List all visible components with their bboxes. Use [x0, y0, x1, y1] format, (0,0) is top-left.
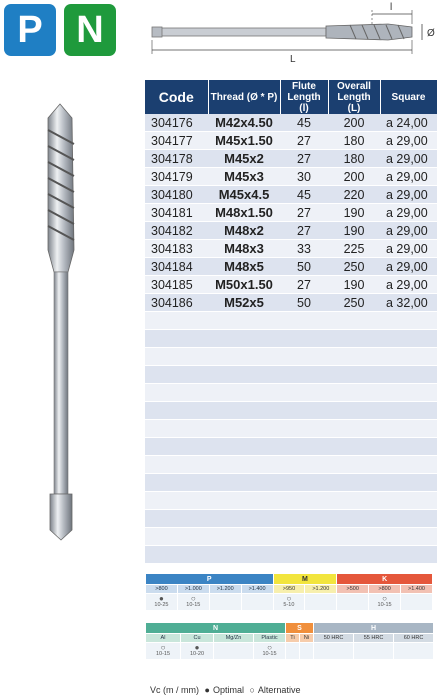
table-row-empty [145, 312, 437, 330]
table-row-empty [145, 366, 437, 384]
optimal-dot-icon: ● [159, 594, 164, 603]
table-row-empty [145, 330, 437, 348]
dim-label-diameter: Ø [427, 28, 435, 39]
tap-dimension-drawing [150, 0, 446, 70]
table-row-empty [145, 420, 437, 438]
vc-cell-p1: ● 10-25 [146, 594, 178, 611]
table-row-empty [145, 492, 437, 510]
header-square: Square [380, 80, 437, 114]
header-thread: Thread (Ø * P) [208, 80, 280, 114]
group-p: P [146, 574, 274, 585]
table-row-empty [145, 546, 437, 564]
vc-cell-al: ○ 10-15 [146, 643, 181, 660]
table-row-empty [145, 384, 437, 402]
material-badge-n: N [64, 4, 116, 56]
group-k: K [337, 574, 433, 585]
alternative-circle-icon: ○ [249, 685, 255, 695]
table-row-empty [145, 438, 437, 456]
tap-tool-image [30, 100, 92, 550]
vc-cell-p2: ○ 10-15 [177, 594, 209, 611]
table-row: 304180 M45x4.5 45 220 a 29,00 [145, 186, 437, 204]
alternative-circle-icon: ○ [160, 643, 166, 652]
table-row-empty [145, 456, 437, 474]
alternative-circle-icon: ○ [286, 594, 292, 603]
table-row-empty [145, 348, 437, 366]
alternative-circle-icon: ○ [267, 643, 272, 652]
alternative-circle-icon: ○ [382, 594, 387, 603]
optimal-dot-icon: ● [194, 643, 200, 652]
table-row: 304183 M48x3 33 225 a 29,00 [145, 240, 437, 258]
table-row: 304186 M52x5 50 250 a 32,00 [145, 294, 437, 312]
alternative-circle-icon: ○ [190, 594, 196, 603]
table-row: 304176 M42x4.50 45 200 a 24,00 [145, 114, 437, 132]
dim-label-L: L [290, 54, 296, 65]
table-row: 304177 M45x1.50 27 180 a 29,00 [145, 132, 437, 150]
table-header-row [145, 80, 437, 114]
material-badge-p: P [4, 4, 56, 56]
dim-label-l: l [390, 2, 393, 13]
header-code: Code [145, 80, 208, 114]
material-table-nsh: N S H Al Cu Mg/Zn Plastic Ti Ni 50 HRC 55 HRC 60 HRC ○ 10-15 ● 10-20 ○ 10-15 [145, 622, 434, 660]
table-row: 304184 M48x5 50 250 a 29,00 [145, 258, 437, 276]
specification-table [145, 80, 438, 564]
group-h: H [314, 623, 434, 634]
table-row-empty [145, 510, 437, 528]
vc-cell-plastic: ○ 10-15 [254, 643, 286, 660]
table-row: 304178 M45x2 27 180 a 29,00 [145, 150, 437, 168]
vc-cell-m1: ○ 5-10 [273, 594, 305, 611]
table-row-empty [145, 528, 437, 546]
group-m: M [273, 574, 337, 585]
header-overall-length: Overall Length (L) [328, 80, 380, 114]
optimal-dot-icon: ● [204, 685, 210, 695]
legend-optimal: Optimal [212, 685, 244, 695]
vc-cell-k2: ○ 10-15 [369, 594, 401, 611]
table-row-empty [145, 402, 437, 420]
vc-cell-cu: ● 10-20 [181, 643, 214, 660]
table-row: 304182 M48x2 27 190 a 29,00 [145, 222, 437, 240]
legend [150, 685, 303, 695]
material-table-pmk: P M K >800 >1.000 >1.200 >1.400 >950 >1.200 >500 >800 >1.400 ● 10-25 ○ 10-15 ○ 5-10 ○ 10-15 [145, 573, 433, 611]
table-row: 304185 M50x1.50 27 190 a 29,00 [145, 276, 437, 294]
legend-vc: Vc (m / mm) [150, 685, 199, 695]
table-row: 304179 M45x3 30 200 a 29,00 [145, 168, 437, 186]
legend-alternative: Alternative [257, 685, 301, 695]
table-row: 304181 M48x1.50 27 190 a 29,00 [145, 204, 437, 222]
table-row-empty [145, 474, 437, 492]
group-s: S [286, 623, 314, 634]
group-n: N [146, 623, 286, 634]
header-flute-length: Flute Length (l) [280, 80, 328, 114]
